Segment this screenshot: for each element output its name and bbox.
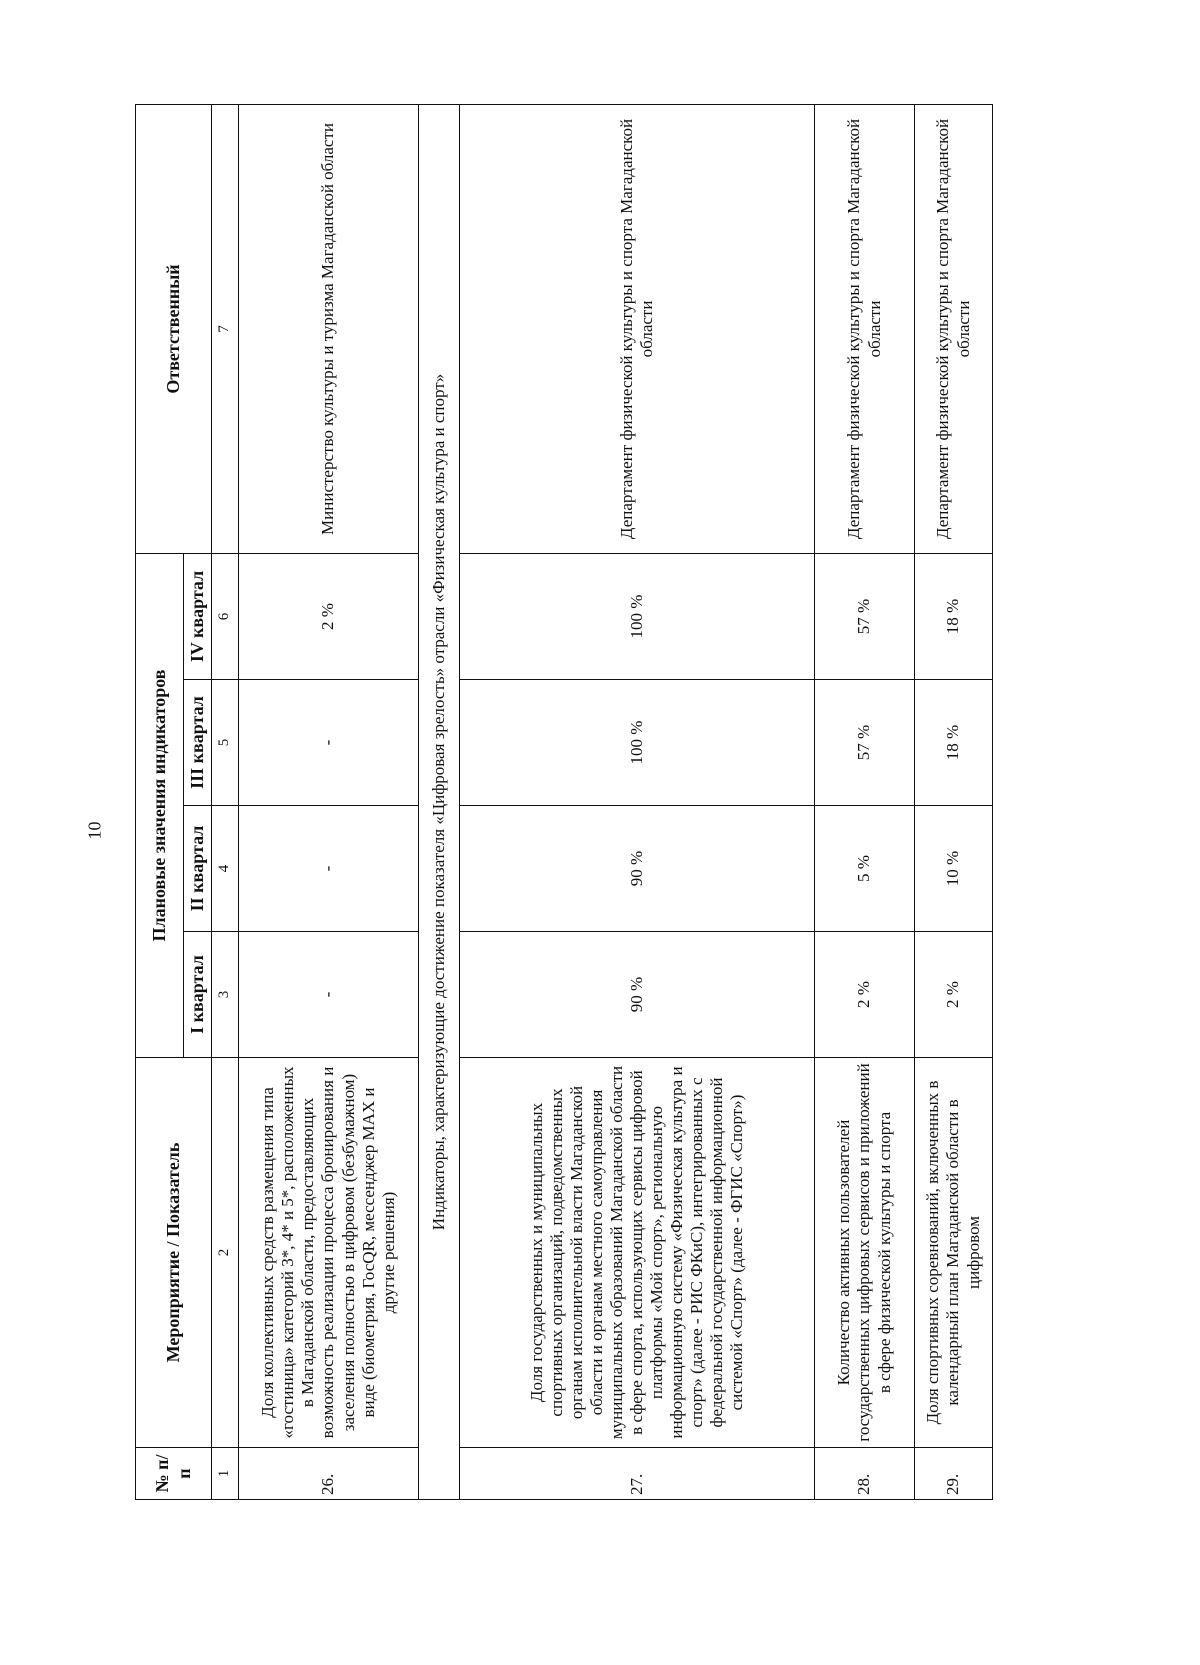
col-number: 4 bbox=[212, 806, 239, 932]
col-number: 2 bbox=[212, 1058, 239, 1448]
responsible-text: Департамент физической культуры и спорта Магаданской области bbox=[815, 104, 915, 553]
table-row bbox=[239, 104, 419, 1499]
table-row bbox=[815, 104, 915, 1499]
header-row bbox=[136, 104, 184, 1499]
value-q3: 100 % bbox=[460, 680, 815, 806]
column-number-row bbox=[212, 104, 239, 1499]
page-number: 10 bbox=[84, 821, 105, 840]
measure-text: Доля коллективных средств размещения типа «гостиница» категорий 3*, 4* и 5*, расположенных в Магаданской области, предоставляющих возможность реализации процесса бронирования и заселения полностью в цифровом (безбумажном) виде (биометрия, ГосQR, мессенджер MAX и другие решения) bbox=[239, 1058, 419, 1448]
measure-text: Доля спортивных соревнований, включенных в календарный план Магаданской области в цифровом bbox=[915, 1058, 993, 1448]
responsible-text: Департамент физической культуры и спорта Магаданской области bbox=[915, 104, 993, 553]
value-q1: 2 % bbox=[815, 932, 915, 1058]
col-number: 3 bbox=[212, 932, 239, 1058]
value-q2: 90 % bbox=[460, 806, 815, 932]
landscape-table-frame bbox=[135, 105, 1065, 1500]
value-q1: 2 % bbox=[915, 932, 993, 1058]
table-row bbox=[460, 104, 815, 1499]
value-q2: - bbox=[239, 806, 419, 932]
indicators-table bbox=[135, 104, 993, 1500]
value-q2: 5 % bbox=[815, 806, 915, 932]
row-number: 27. bbox=[460, 1448, 815, 1500]
header-responsible: Ответственный bbox=[136, 104, 212, 553]
header-measure: Мероприятие / Показатель bbox=[136, 1058, 212, 1448]
col-number: 5 bbox=[212, 680, 239, 806]
responsible-text: Министерство культуры и туризма Магаданской области bbox=[239, 104, 419, 553]
header-q3: III квартал bbox=[184, 680, 212, 806]
section-row bbox=[419, 104, 460, 1499]
col-number: 7 bbox=[212, 104, 239, 553]
row-number: 28. bbox=[815, 1448, 915, 1500]
col-number: 6 bbox=[212, 553, 239, 679]
table-row bbox=[915, 104, 993, 1499]
header-q4: IV квартал bbox=[184, 553, 212, 679]
value-q3: - bbox=[239, 680, 419, 806]
row-number: 26. bbox=[239, 1448, 419, 1500]
measure-text: Доля государственных и муниципальных спортивных организаций, подведомственных органам исполнительной власти Магаданской области и органам местного самоуправления муниципальных образований Магаданской области в сфере спорта, использующих сервисы цифровой платформы «Мой спорт», региональную информационную систему «Физическая культура и спорт» (далее - РИС ФКиС), интегрированных с федеральной государственной информационной системой «Спорт» (далее - ФГИС «Спорт») bbox=[460, 1058, 815, 1448]
row-number: 29. bbox=[915, 1448, 993, 1500]
value-q2: 10 % bbox=[915, 806, 993, 932]
value-q1: 90 % bbox=[460, 932, 815, 1058]
rotated-table-wrapper bbox=[135, 105, 1065, 1500]
header-q2: II квартал bbox=[184, 806, 212, 932]
value-q3: 18 % bbox=[915, 680, 993, 806]
section-title: Индикаторы, характеризующие достижение показателя «Цифровая зрелость» отрасли «Физическая культура и спорт» bbox=[419, 104, 460, 1499]
value-q4: 100 % bbox=[460, 553, 815, 679]
measure-text: Количество активных пользователей государственных цифровых сервисов и приложений в сфере физической культуры и спорта bbox=[815, 1058, 915, 1448]
header-planned: Плановые значения индикаторов bbox=[136, 553, 184, 1057]
value-q4: 18 % bbox=[915, 553, 993, 679]
col-number: 1 bbox=[212, 1448, 239, 1500]
value-q4: 2 % bbox=[239, 553, 419, 679]
value-q4: 57 % bbox=[815, 553, 915, 679]
responsible-text: Департамент физической культуры и спорта Магаданской области bbox=[460, 104, 815, 553]
header-q1: I квартал bbox=[184, 932, 212, 1058]
value-q3: 57 % bbox=[815, 680, 915, 806]
value-q1: - bbox=[239, 932, 419, 1058]
header-num: № п/п bbox=[136, 1448, 212, 1500]
